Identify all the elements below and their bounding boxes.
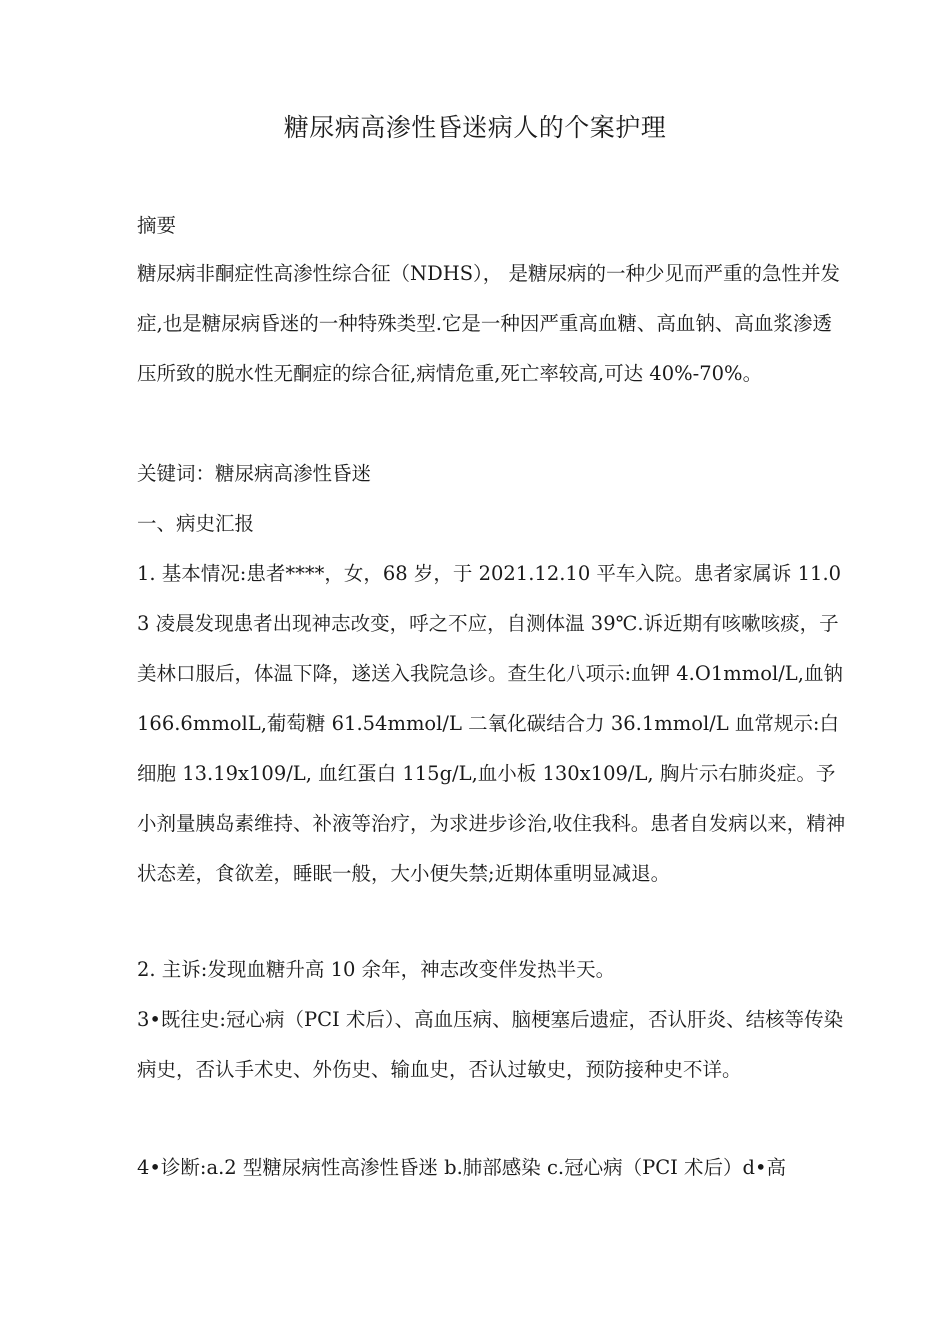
item-diagnosis: 4•诊断:a.2 型糖尿病性高渗性昏迷 b.肺部感染 c.冠心病（PCI 术后）d•高 [137, 1156, 787, 1179]
keywords-line: 关键词：糖尿病高渗性昏迷 [137, 462, 372, 485]
section-heading-block [137, 499, 849, 549]
diagnosis-block [137, 1143, 849, 1193]
section1-heading: 一、病史汇报 [137, 512, 255, 535]
keywords-block [137, 449, 849, 499]
abstract-text: 糖尿病非酮症性高渗性综合征（NDHS）， 是糖尿病的一种少见而严重的急性并发症,也是糖尿病昏迷的一种特殊类型.它是一种因严重高血糖、高血钠、高血浆渗透压所致的脱水性无酮症的综合征,病情危重,死亡率较高,可达 40%-70%。 [137, 262, 841, 385]
abstract-paragraph [137, 249, 849, 399]
item-past-history: 3•既往史:冠心病（PCI 术后）、高血压病、脑梗塞后遗症，否认肝炎、结核等传染病史，否认手术史、外伤史、输血史，否认过敏史，预防接种史不详。 [137, 1008, 844, 1081]
document-title: 糖尿病高渗性昏迷病人的个案护理 [283, 113, 667, 142]
basic-info-block [137, 549, 849, 899]
past-history-block [137, 995, 849, 1095]
item-chief-complaint: 2. 主诉:发现血糖升高 10 余年，神志改变伴发热半天。 [137, 958, 616, 981]
item-basic-info: 1. 基本情况:患者****，女，68 岁，于 2021.12.10 平车入院。患者家属诉 11.03 凌晨发现患者出现神志改变，呼之不应，自测体温 39℃.诉近期有咳嗽咳痰，子美林口服后，体温下降，遂送入我院急诊。查生化八项示:血钾 4.O1mmol/L,血钠 166.6mmolL,葡萄糖 61.54mmol/L 二氧化碳结合力 36.1mmol/L 血常规示:白细胞 13.19x109/L, 血红蛋白 115g/L,血小板 130x109/L, 胸片示右肺炎症。予小剂量胰岛素维持、补液等治疗，为求进步诊治,收住我科。患者自发病以来，精神状态差，食欲差，睡眠一般，大小便失禁;近期体重明显减退。 [137, 562, 846, 885]
abstract-heading: 摘要 [137, 214, 177, 237]
chief-complaint-block [137, 945, 849, 995]
